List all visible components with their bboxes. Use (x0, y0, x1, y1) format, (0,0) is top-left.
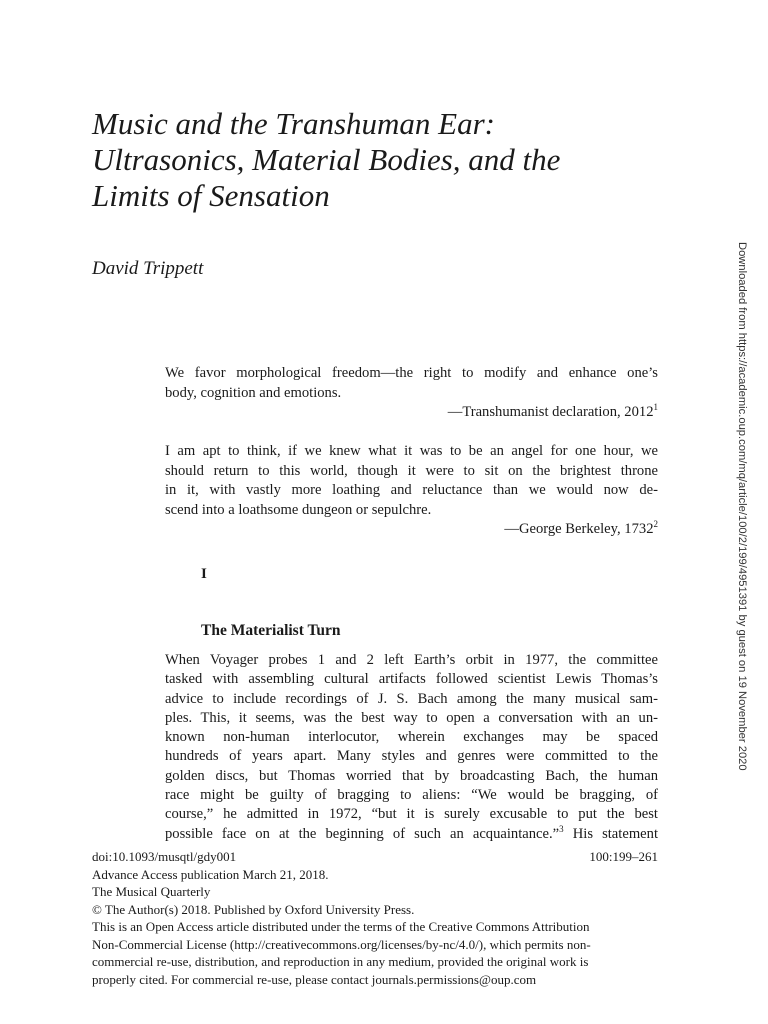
epigraph-2 (165, 442, 658, 540)
epigraph-line: body, cognition and emotions. (165, 384, 342, 401)
epigraph-line: should return to this world, though it were to sit on the brightest throne (165, 462, 658, 479)
footnote-marker[interactable]: 2 (653, 519, 658, 530)
footer-line: The Musical Quarterly (92, 884, 211, 899)
epigraph-line: in it, with vastly more loathing and reluctance than we would now de- (165, 482, 658, 498)
epigraph-line: We favor morphological freedom—the right to modify and enhance one’s (165, 365, 658, 381)
article-footer (92, 848, 658, 988)
body-line: known non-human interlocutor, wherein exchanges may be spaced (165, 729, 658, 746)
footer-line: © The Author(s) 2018. Published by Oxford University Press. (92, 901, 415, 917)
article-title (92, 106, 652, 214)
doi-text: doi:10.1093/musqtl/gdy001 (92, 849, 237, 864)
body-paragraph (165, 651, 658, 844)
footer-line: Non-Commercial License (http://creativecommons.org/licenses/by-nc/4.0/), which permits non- (92, 936, 591, 952)
footnote-marker[interactable]: 3 (559, 823, 564, 834)
body-line: tasked with assembling cultural artifacts followed scientist Lewis Thomas’s (165, 671, 658, 688)
body-line: advice to include recordings of J. S. Bach among the many musical sam- (165, 690, 658, 707)
epigraph-attribution: —George Berkeley, 1732$^2$ (504, 519, 658, 537)
epigraph-line: I am apt to think, if we knew what it was to be an angel for one hour, we (165, 443, 658, 459)
section-number: I (201, 566, 207, 582)
body-line: course,” he admitted in 1972, “but it is surely excusable to put the best (165, 806, 658, 823)
epigraph-line: scend into a loathsome dungeon or sepulchre. (165, 501, 432, 518)
body-line: race might be guilty of bragging to aliens: “We would be bragging, of (165, 787, 658, 804)
footer-line: This is an Open Access article distributed under the terms of the Creative Commons Attribution (92, 919, 590, 934)
footer-line: commercial re-use, distribution, and reproduction in any medium, provided the original work is (92, 954, 589, 969)
download-notice: Downloaded from https://academic.oup.com/mq/article/100/2/199/4951391 by guest on 19 November 2020 (736, 242, 748, 771)
body-line: When Voyager probes 1 and 2 left Earth’s orbit in 1977, the committee (165, 652, 658, 668)
title-line: Ultrasonics, Material Bodies, and the (92, 142, 561, 177)
section-heading: The Materialist Turn (201, 622, 341, 639)
author-name: David Trippett (92, 258, 204, 279)
title-line: Music and the Transhuman Ear: (92, 106, 495, 141)
body-line: ples. This, it seems, was the best way to open a conversation with an un- (165, 709, 658, 726)
title-line: Limits of Sensation (92, 178, 330, 213)
footer-line: properly cited. For commercial re-use, please contact journals.permissions@oup.com (92, 971, 537, 987)
body-line: golden discs, but Thomas worried that by broadcasting Bach, the human (165, 767, 658, 784)
epigraph-attribution: —Transhumanist declaration, 2012$^1$ (447, 402, 658, 420)
page-range: 100:199–261 (589, 849, 658, 864)
body-line: hundreds of years apart. Many styles and genres were committed to the (165, 748, 658, 765)
footnote-marker[interactable]: 1 (653, 402, 658, 413)
epigraph-1 (165, 364, 658, 423)
body-line: possible face on at the beginning of such an acquaintance.”$^3$ His statement (165, 823, 658, 842)
doi-row (92, 848, 658, 866)
footer-line: Advance Access publication March 21, 2018. (92, 866, 329, 882)
